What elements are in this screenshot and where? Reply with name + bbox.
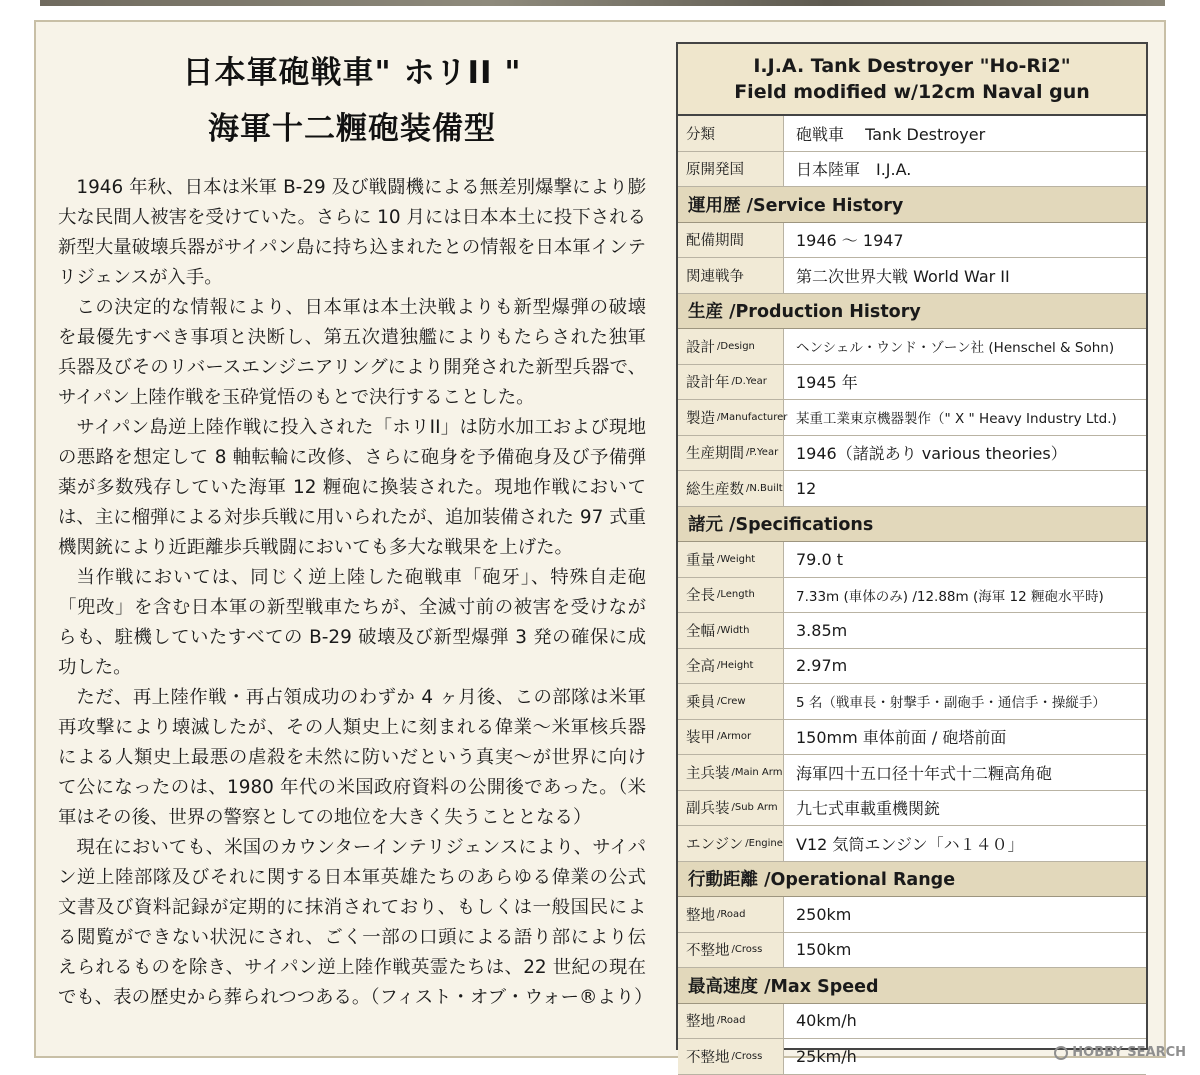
paragraph: ただ、再上陸作戦・再占領成功のわずか 4 ヶ月後、この部隊は米軍再攻撃により壊滅したが、その人類史上に刻まれる偉業〜米軍核兵器による人類史上最悪の虐殺を未然に防いだという真実〜が世界に向けて公になったのは、1980 年代の米国政府資料の公開後であった。（米軍はその後、世界の警察としての地位を大きく失うこととなる）: [58, 687, 646, 828]
spec-row: [678, 720, 1146, 756]
spec-key: [678, 649, 784, 684]
spec-key: [678, 897, 784, 932]
spec-key: [678, 223, 784, 258]
spec-value: 250km: [796, 904, 852, 924]
spec-row: [678, 933, 1146, 969]
spec-row: [678, 613, 1146, 649]
spec-key-english: /Main Arm: [731, 766, 783, 778]
spec-row: [678, 791, 1146, 827]
spec-key-english: /Crew: [717, 695, 746, 707]
spec-key-english: /N.Built: [746, 482, 783, 494]
spec-key: [678, 365, 784, 400]
spec-key-label: 整地: [686, 1014, 715, 1031]
spec-row: [678, 542, 1146, 578]
spec-section-header: 生産 /Production History: [678, 294, 1146, 330]
spec-section-header: 諸元 /Specifications: [678, 507, 1146, 543]
spec-value: 150mm 車体前面 / 砲塔前面: [796, 728, 1007, 748]
spec-key: [678, 400, 788, 435]
spec-header-line-1: I.J.A. Tank Destroyer "Ho-Ri2": [753, 55, 1071, 77]
spec-value: ヘンシェル・ウンド・ゾーン社 (Henschel & Sohn): [796, 340, 1115, 357]
spec-key-label: 全長: [686, 588, 715, 605]
description-text: [58, 173, 653, 1013]
spec-key: [678, 684, 784, 719]
spec-key-label: 原開発国: [686, 162, 744, 179]
spec-section-header: 運用歴 /Service History: [678, 187, 1146, 223]
spec-key: [678, 1004, 784, 1039]
spec-value: 79.0 t: [796, 549, 843, 569]
spec-key-label: 設計: [686, 339, 715, 356]
spec-key-label: 乗員: [686, 694, 715, 711]
spec-value: 九七式車載重機関銃: [796, 799, 941, 819]
spec-key-label: 全高: [686, 659, 715, 676]
title-line-1: 日本軍砲戦車" ホリII ": [182, 55, 522, 91]
spec-row: [678, 1004, 1146, 1040]
spec-value: 12: [796, 478, 817, 498]
spec-key-label: 配備期間: [686, 233, 744, 250]
spec-key-label: 生産期間: [686, 446, 744, 463]
spec-row: [678, 223, 1146, 259]
spec-key-label: 総生産数: [686, 481, 744, 498]
spec-section-header: 最高速度 /Max Speed: [678, 968, 1146, 1004]
spec-key: [678, 436, 784, 471]
spec-header-line-2: Field modified w/12cm Naval gun: [734, 81, 1090, 103]
spec-key: [678, 152, 784, 187]
spec-key: [678, 329, 784, 364]
spec-key-english: /D.Year: [731, 376, 767, 388]
spec-key-english: /Cross: [731, 1050, 763, 1062]
spec-value: 3.85m: [796, 620, 848, 640]
spec-key-label: 主兵装: [686, 765, 730, 782]
spec-value: 2.97m: [796, 656, 848, 676]
spec-key-english: /P.Year: [746, 447, 779, 459]
spec-header: [678, 44, 1146, 116]
spec-value: 日本陸軍 I.J.A.: [796, 160, 912, 180]
spec-key-english: /Width: [717, 624, 750, 636]
spec-key-label: 整地: [686, 907, 715, 924]
spec-value: 1946 〜 1947: [796, 231, 904, 251]
title-line-2: 海軍十二糎砲装備型: [208, 111, 496, 147]
spec-key-english: /Road: [717, 908, 746, 920]
spec-key-english: /Weight: [717, 553, 756, 565]
spec-value: 7.33m (車体のみ) /12.88m (海軍 12 糎砲水平時): [796, 588, 1104, 605]
spec-key: [678, 578, 784, 613]
spec-key-english: /Sub Arm: [731, 802, 778, 814]
spec-value: V12 気筒エンジン「ハ１４０」: [796, 834, 1024, 854]
spec-key: [678, 826, 784, 861]
spec-key: [678, 755, 784, 790]
paragraph: 当作戦においては、同じく逆上陸した砲戦車「砲牙」、特殊自走砲「兜改」を含む日本軍の新型戦車たちが、全滅寸前の被害を受けながらも、駐機していたすべての B-29 破壊及び新型爆弾 3 発の確保に成功した。: [58, 567, 646, 678]
watermark-text: HOBBY SEARCH: [1072, 1045, 1186, 1060]
spec-key: [678, 791, 784, 826]
spec-key-english: /Design: [717, 340, 755, 352]
spec-key: [678, 542, 784, 577]
spec-key-label: 設計年: [686, 375, 730, 392]
spec-key-label: 不整地: [686, 943, 730, 960]
spec-key: [678, 933, 784, 968]
spec-row: [678, 578, 1146, 614]
spec-value: 1946（諸説あり various theories）: [796, 444, 1067, 464]
spec-value: 砲戦車 Tank Destroyer: [796, 124, 986, 144]
spec-value: 5 名（戦車長・射撃手・副砲手・通信手・操縦手）: [796, 695, 1106, 712]
spec-row: [678, 897, 1146, 933]
spec-key: [678, 1039, 784, 1074]
spec-key-label: 関連戦争: [686, 268, 744, 285]
spec-value: 海軍四十五口径十年式十二糎高角砲: [796, 763, 1053, 783]
spec-section-header: 行動距離 /Operational Range: [678, 862, 1146, 898]
spec-key-label: 装甲: [686, 730, 715, 747]
spec-key-english: /Height: [717, 660, 754, 672]
spec-key: [678, 116, 784, 151]
spec-row: [678, 116, 1146, 152]
spec-row: [678, 152, 1146, 188]
spec-row: [678, 436, 1146, 472]
spec-value: 第二次世界大戦 World War II: [796, 266, 1010, 286]
spec-row: [678, 258, 1146, 294]
spec-row: [678, 649, 1146, 685]
spec-key-english: /Engine: [745, 837, 783, 849]
spec-row: [678, 329, 1146, 365]
hobby-search-icon: [1054, 1046, 1068, 1060]
spec-key-label: 全幅: [686, 623, 715, 640]
spec-key-label: 副兵装: [686, 801, 730, 818]
paragraph: 1946 年秋、日本は米軍 B-29 及び戦闘機による無差別爆撃により膨大な民間人被害を受けていた。さらに 10 月には日本本土に投下される新型大量破壊兵器がサイパン島に持ち込まれたとの情報を日本軍インテリジェンスが入手。: [58, 177, 646, 288]
watermark-logo: [1054, 1045, 1186, 1060]
spec-key: [678, 613, 784, 648]
spec-key-english: /Cross: [731, 944, 763, 956]
spec-value: 150km: [796, 940, 852, 960]
paragraph: 現在においても、米国のカウンターインテリジェンスにより、サイパン逆上陸部隊及びそれに関する日本軍英雄たちのあらゆる偉業の公式文書及び資料記録が定期的に抹消されており、もしくは一般国民による閲覧ができない状況にされ、ごく一部の口頭による語り部により伝えられるものを除き、サイパン逆上陸作戦英霊たちは、22 世紀の現在でも、表の歴史から葬られつつある。（フィスト・オブ・ウォー®より）: [58, 837, 653, 1008]
spec-row: [678, 826, 1146, 862]
spec-row: [678, 684, 1146, 720]
spec-row: [678, 365, 1146, 401]
spec-row: [678, 755, 1146, 791]
top-photo-strip: [40, 0, 1165, 6]
spec-row: [678, 471, 1146, 507]
spec-key-english: /Road: [717, 1015, 746, 1027]
spec-key-label: 分類: [686, 126, 715, 143]
spec-key-label: 製造: [686, 410, 715, 427]
spec-key-label: エンジン: [686, 836, 744, 853]
spec-key-label: 重量: [686, 552, 715, 569]
spec-row: [678, 400, 1146, 436]
description-column: [58, 45, 653, 1013]
spec-key: [678, 720, 784, 755]
spec-value: 25km/h: [796, 1046, 857, 1066]
spec-key-english: /Manufacturer: [717, 411, 788, 423]
spec-key-english: /Length: [717, 589, 755, 601]
spec-value: 40km/h: [796, 1011, 857, 1031]
paragraph: サイパン島逆上陸作戦に投入された「ホリII」は防水加工および現地の悪路を想定して 8 軸転輪に改修、さらに砲身を予備砲身及び予備弾薬が多数残存していた海軍 12 糎砲に換装された。現地作戦においては、主に榴弾による対歩兵戦に用いられたが、追加装備された 97 式重機関銃により近距離歩兵戦闘においても多大な戦果を上げた。: [58, 417, 646, 558]
spec-key-label: 不整地: [686, 1049, 730, 1066]
spec-key-english: /Armor: [717, 731, 752, 743]
spec-rows: [678, 116, 1146, 1075]
spec-value: 1945 年: [796, 373, 858, 393]
paragraph: この決定的な情報により、日本軍は本土決戦よりも新型爆弾の破壊を最優先すべき事項と決断し、第五次遣独艦によりもたらされた独軍兵器及びそのリバースエンジニアリングにより開発された新型兵器で、サイパン上陸作戦を玉砕覚悟のもとで決行することした。: [58, 297, 646, 408]
spec-value: 某重工業東京機器製作（" X " Heavy Industry Ltd.): [796, 411, 1117, 428]
spec-key: [678, 471, 784, 506]
spec-key: [678, 258, 784, 293]
